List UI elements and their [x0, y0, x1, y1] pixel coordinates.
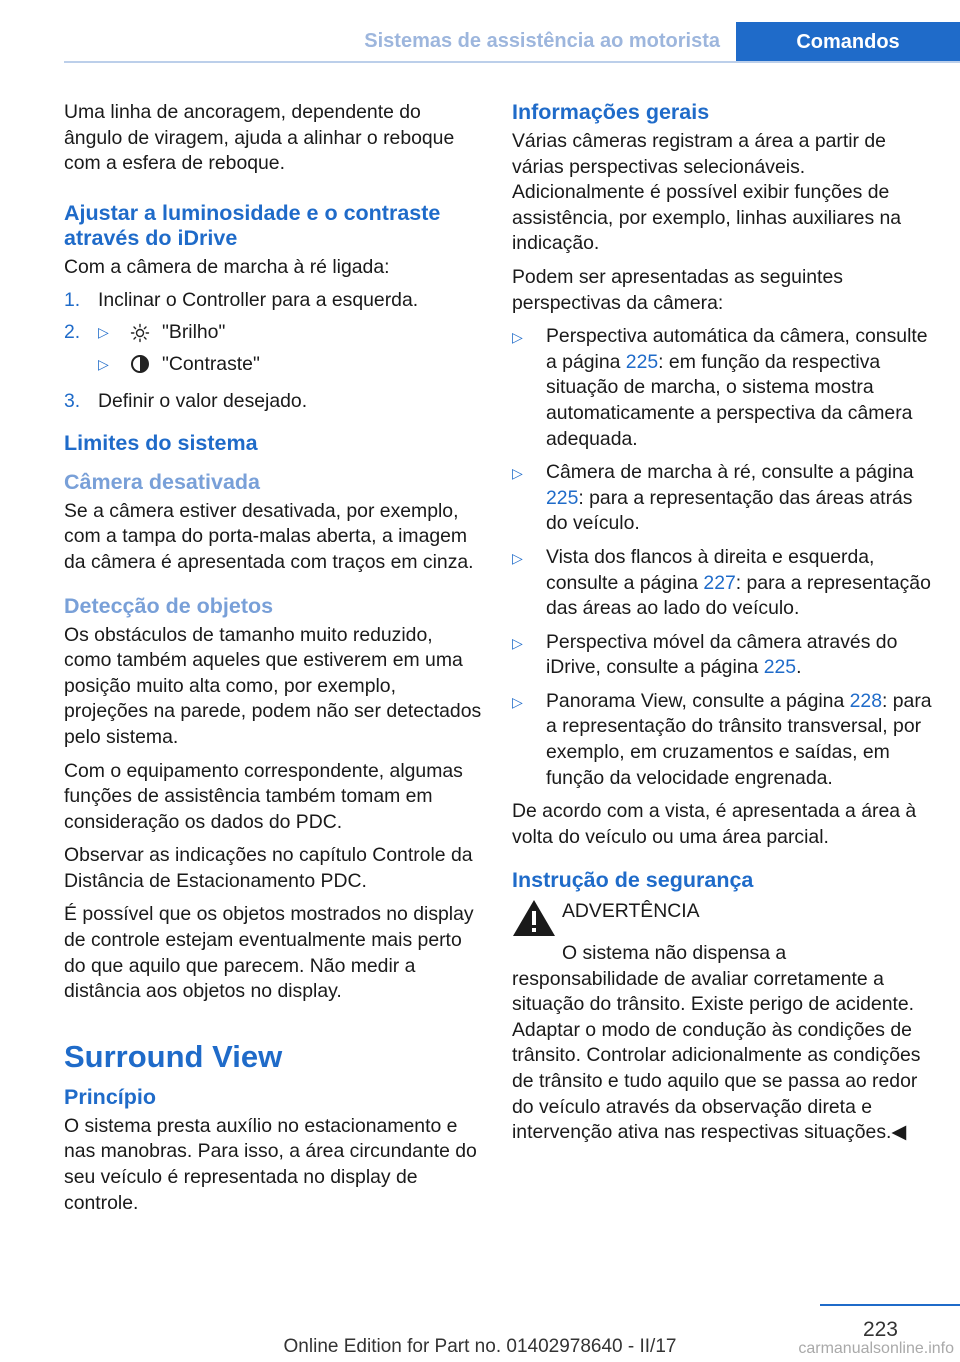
- bullet-text: Perspectiva móvel da câmera através do iDrive, consulte a página: [546, 630, 898, 679]
- heading-brightness: Ajustar a luminosidade e o contraste através do iDrive: [64, 200, 441, 250]
- triangle-bullet-icon: ▷: [512, 634, 523, 651]
- perspectives-list: [512, 324, 932, 791]
- watermark: carmanualsonline.info: [798, 1340, 954, 1357]
- general-paragraph-2: Podem ser apresentadas as seguintes perspectivas da câmera:: [512, 265, 843, 314]
- step-text: Definir o valor desejado.: [98, 390, 308, 413]
- page-link[interactable]: 228: [849, 689, 882, 712]
- triangle-bullet-icon: ▷: [512, 329, 523, 346]
- warning-title: ADVERTÊNCIA: [562, 900, 700, 923]
- bullet-text: : para a representação das áreas ao lado do veículo.: [546, 571, 931, 620]
- detection-paragraph-2: Com o equipamento correspondente, algumas funções de assistência também tomam em consideração os dados do PDC.: [64, 759, 463, 833]
- general-paragraph-3: De acordo com a vista, é apresentada a área à volta do veículo ou uma área parcial.: [512, 800, 917, 848]
- header-section-title: Sistemas de assistência ao motorista: [364, 30, 720, 52]
- warning-triangle-icon: [512, 899, 562, 945]
- detection-paragraph-1: Os obstáculos de tamanho muito reduzido, como também aqueles que estiverem em uma posição muito alta como, por exemplo, projeções na parede, podem não ser detectados pelo sistema.: [64, 623, 482, 748]
- page-number: 223: [862, 1318, 898, 1341]
- bullet-text: : em função da respectiva situação de marcha, o sistema mostra automaticamente a perspectiva da câmera adequada.: [546, 350, 913, 450]
- heading-surround-view: Surround View: [64, 1038, 283, 1074]
- camera-off-text: Se a câmera estiver desativada, por exemplo, com a tampa do porta-malas aberta, a imagem da câmera é apresentada com traços em cinza.: [64, 499, 474, 573]
- sub-item-label: "Contraste": [162, 352, 260, 375]
- warning-text: O sistema não dispensa a responsabilidade de avaliar corretamente a situação do trânsito. Existe perigo de acidente. Adaptar o modo de condução às condições de trânsito. Controlar adicionalmente as condições de trânsito e tudo aquilo que se passa ao redor do veículo através da observação direta e intervenção ativa nas respectivas situações.◀: [512, 942, 921, 1144]
- heading-camera-off: Câmera desativada: [64, 469, 260, 494]
- page-link[interactable]: 225: [625, 350, 659, 373]
- header-chapter-tab[interactable]: Comandos: [736, 22, 960, 63]
- header-rule: [64, 61, 960, 63]
- list-item: [64, 288, 484, 314]
- step-number: 3.: [64, 390, 81, 413]
- intro-paragraph: Uma linha de ancoragem, dependente do ângulo de viragem, ajuda a alinhar o reboque com a esfera de reboque.: [64, 101, 455, 175]
- page-link[interactable]: 225: [546, 486, 579, 509]
- warning-block: [512, 899, 932, 945]
- heading-general-info: Informações gerais: [512, 100, 710, 124]
- list-item: [512, 689, 932, 791]
- page-header: [0, 0, 960, 62]
- page-link[interactable]: 227: [703, 571, 736, 594]
- list-item: [64, 320, 484, 383]
- step-number: 2.: [64, 320, 81, 343]
- left-column: [64, 100, 484, 1224]
- list-item: [512, 630, 932, 681]
- step-number: 1.: [64, 289, 81, 312]
- list-item: [512, 324, 932, 452]
- list-item: [64, 389, 484, 415]
- triangle-bullet-icon: ▷: [512, 549, 523, 566]
- triangle-bullet-icon: ▷: [512, 465, 523, 482]
- bullet-text: : para a representação do trânsito transversal, por exemplo, em cruzamentos e saídas, em função da velocidade engrenada.: [546, 689, 932, 789]
- triangle-bullet-icon: ▷: [98, 355, 109, 372]
- footer-rule: [820, 1304, 960, 1306]
- triangle-bullet-icon: ▷: [512, 693, 523, 710]
- detection-paragraph-4: É possível que os objetos mostrados no display de controle estejam eventualmente mais perto do que aquilo que parecem. Não medir a distância aos objetos no display.: [64, 903, 474, 1003]
- sub-item-brightness: [98, 320, 260, 346]
- brightness-icon: [130, 323, 162, 343]
- bullet-text: : para a representação das áreas atrás do veículo.: [546, 486, 913, 535]
- principle-text: O sistema presta auxílio no estacionamento e nas manobras. Para isso, a área circundante do seu veículo é representada no display de controle.: [64, 1114, 477, 1214]
- bullet-text: Câmera de marcha à ré, consulte a página: [546, 461, 914, 484]
- bullet-text: Vista dos flancos à direita e esquerda, consulte a página: [546, 545, 875, 594]
- heading-limits: Limites do sistema: [64, 430, 258, 455]
- list-item: [512, 545, 932, 622]
- edition-note: Online Edition for Part no. 01402978640 - II/17: [283, 1336, 677, 1357]
- step-text: Inclinar o Controller para a esquerda.: [98, 289, 419, 312]
- triangle-bullet-icon: ▷: [98, 323, 109, 340]
- heading-detection: Detecção de objetos: [64, 593, 274, 618]
- sub-item-contrast: [98, 352, 260, 378]
- heading-principle: Princípio: [64, 1084, 156, 1109]
- brightness-intro: Com a câmera de marcha à ré ligada:: [64, 255, 390, 278]
- heading-safety: Instrução de segurança: [512, 868, 754, 893]
- right-column: [512, 100, 932, 1154]
- page-link[interactable]: 225: [763, 656, 797, 679]
- sub-item-label: "Brilho": [162, 320, 226, 343]
- contrast-icon: [130, 354, 162, 374]
- bullet-text: Perspectiva automática da câmera, consulte a página: [546, 325, 928, 373]
- steps-list: [64, 288, 484, 414]
- list-item: [512, 460, 932, 537]
- general-paragraph-1: Várias câmeras registram a área a partir de várias perspectivas selecionáveis. Adicionalmente é possível exibir funções de assistência, por exemplo, linhas auxiliares na indicação.: [512, 130, 902, 255]
- bullet-text: .: [796, 656, 802, 679]
- detection-paragraph-3: Observar as indicações no capítulo Controle da Distância de Estacionamento PDC.: [64, 844, 473, 892]
- bullet-text: Panorama View, consulte a página: [546, 689, 850, 712]
